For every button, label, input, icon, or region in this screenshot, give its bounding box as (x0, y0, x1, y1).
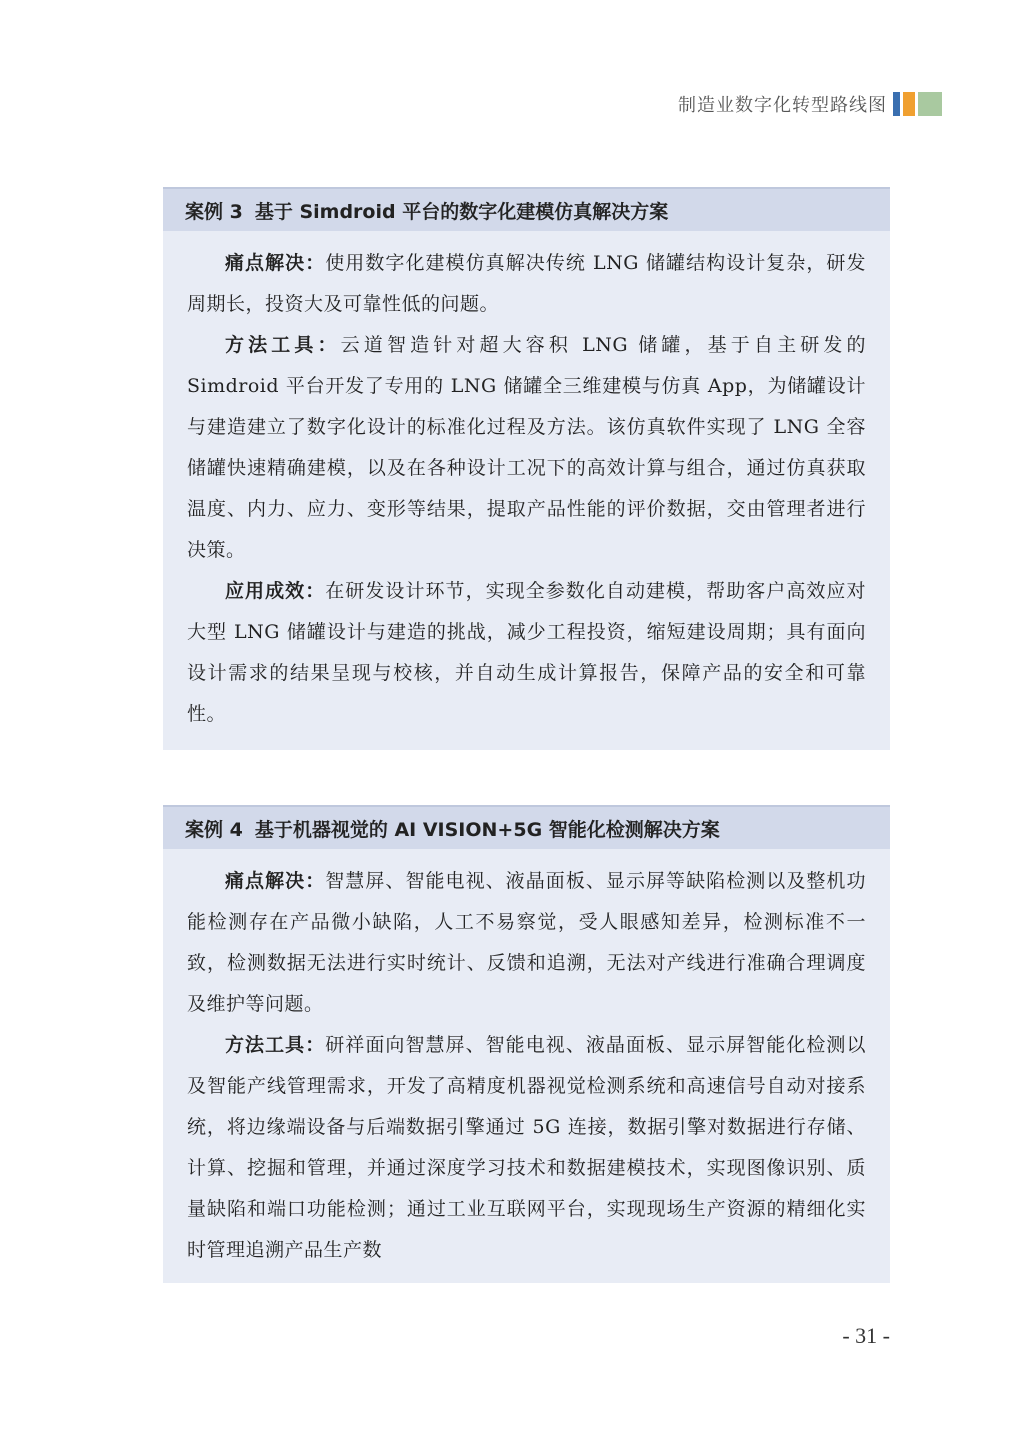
paragraph-text: 在研发设计环节，实现全参数化自动建模，帮助客户高效应对大型 LNG 储罐设计与建造的挑战，减少工程投资，缩短建设周期；具有面向设计需求的结果呈现与校核，并自动生成计算报告，保障产品的安全和可靠性。 (187, 580, 866, 725)
case-body (163, 849, 890, 1271)
case-number: 案例 3 (185, 200, 243, 223)
paragraph-method (187, 325, 866, 571)
case-title: 基于 Simdroid 平台的数字化建模仿真解决方案 (254, 200, 669, 223)
paragraph-method (187, 1025, 866, 1271)
case-title: 基于机器视觉的 AI VISION+5G 智能化检测解决方案 (254, 818, 720, 841)
page-number: - 31 - (842, 1323, 890, 1348)
paragraph-pain-point (187, 861, 866, 1025)
paragraph-lead: 痛点解决： (225, 870, 326, 892)
paragraph-lead: 应用成效： (225, 580, 326, 602)
paragraph-pain-point (187, 243, 866, 325)
header-blue-square-icon (893, 92, 900, 116)
case-title-bar (163, 187, 890, 231)
case-box-4 (163, 805, 890, 1283)
case-number: 案例 4 (185, 818, 243, 841)
running-header-title: 制造业数字化转型路线图 (678, 95, 887, 116)
paragraph-lead: 痛点解决： (225, 252, 326, 274)
case-box-3 (163, 187, 890, 750)
header-green-square-icon (918, 92, 942, 116)
case-body (163, 231, 890, 735)
paragraph-lead: 方法工具： (225, 334, 341, 356)
paragraph-lead: 方法工具： (225, 1034, 326, 1056)
case-title-bar (163, 805, 890, 849)
paragraph-text: 使用数字化建模仿真解决传统 LNG 储罐结构设计复杂，研发周期长，投资大及可靠性低的问题。 (187, 252, 866, 315)
paragraph-text: 智慧屏、智能电视、液晶面板、显示屏等缺陷检测以及整机功能检测存在产品微小缺陷，人工不易察觉，受人眼感知差异，检测标准不一致，检测数据无法进行实时统计、反馈和追溯，无法对产线进行准确合理调度及维护等问题。 (187, 870, 866, 1015)
paragraph-text: 研祥面向智慧屏、智能电视、液晶面板、显示屏智能化检测以及智能产线管理需求，开发了高精度机器视觉检测系统和高速信号自动对接系统，将边缘端设备与后端数据引擎通过 5G 连接，数据引擎对数据进行存储、计算、挖掘和管理，并通过深度学习技术和数据建模技术，实现图像识别、质量缺陷和端口功能检测；通过工业互联网平台，实现现场生产资源的精细化实时管理追溯产品生产数 (187, 1034, 866, 1261)
paragraph-result (187, 571, 866, 735)
paragraph-text: 云道智造针对超大容积 LNG 储罐，基于自主研发的 Simdroid 平台开发了专用的 LNG 储罐全三维建模与仿真 App，为储罐设计与建造建立了数字化设计的标准化过程及方法。该仿真软件实现了 LNG 全容储罐快速精确建模，以及在各种设计工况下的高效计算与组合，通过仿真获取温度、内力、应力、变形等结果，提取产品性能的评价数据，交由管理者进行决策。 (187, 334, 866, 561)
header-orange-square-icon (903, 92, 915, 116)
running-header (678, 91, 942, 117)
